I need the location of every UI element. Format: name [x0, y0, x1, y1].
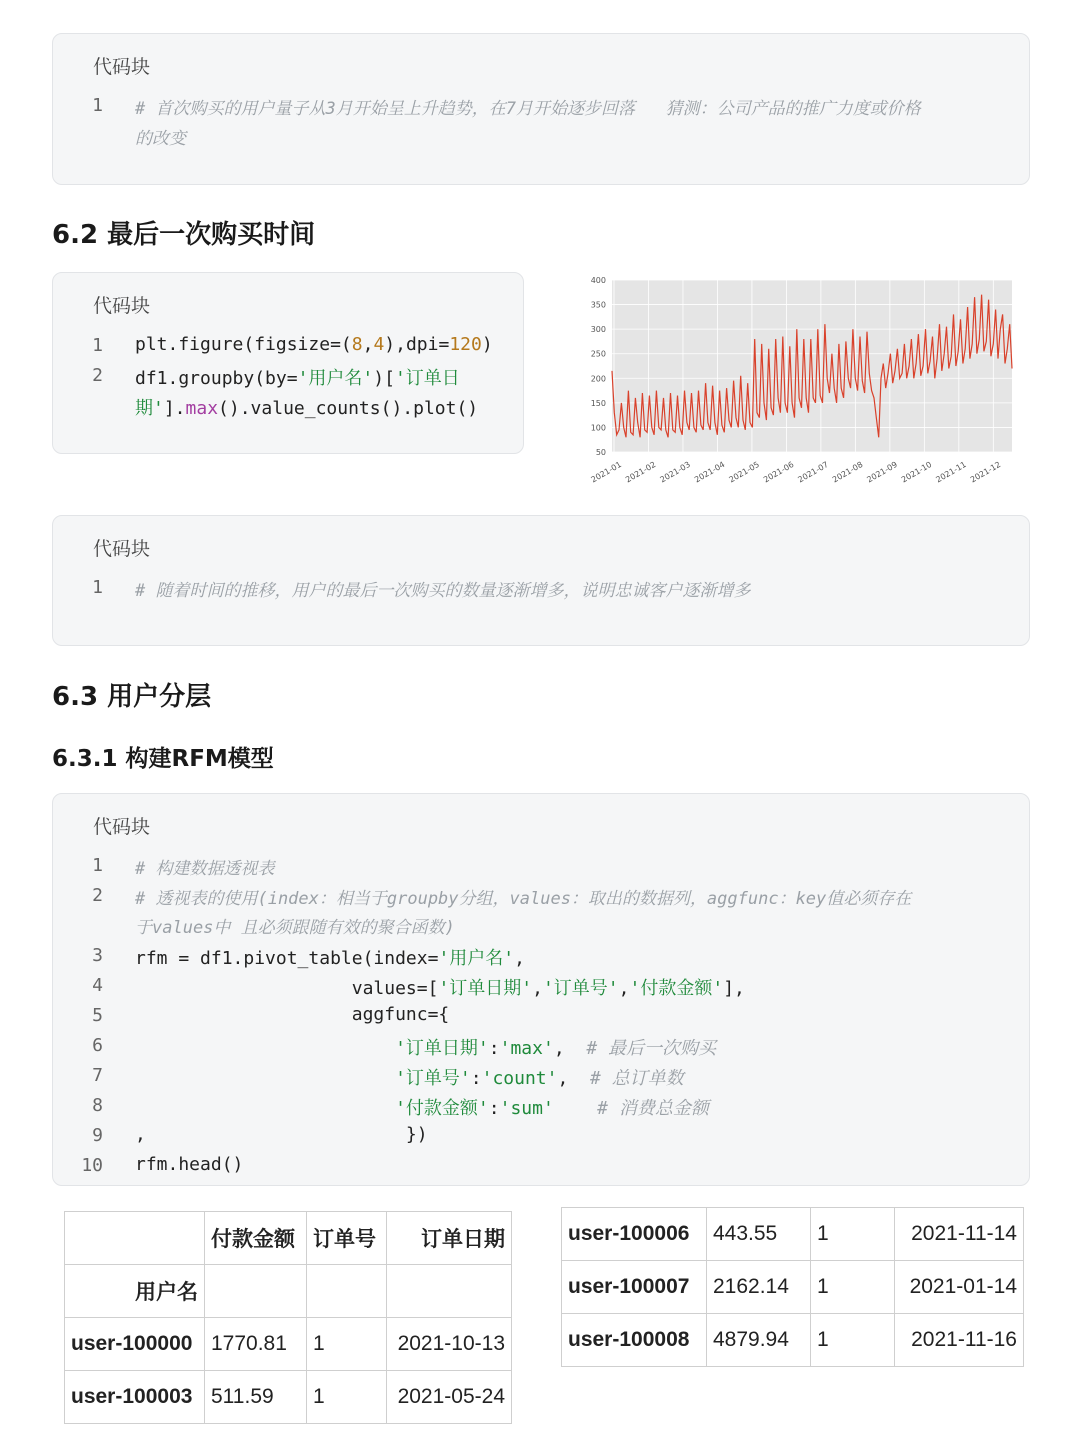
code-line-8: '付款金额':'sum' # 消费总金额: [395, 1098, 709, 1119]
y-tick-label: 400: [590, 276, 606, 285]
amount-cell: 511.59: [205, 1371, 307, 1424]
code-comment-continued: 的改变: [135, 129, 186, 149]
x-tick-label: 2021-11: [934, 459, 968, 485]
amount-cell: 443.55: [707, 1208, 811, 1261]
empty-cell: [205, 1265, 307, 1318]
x-tick-label: 2021-05: [727, 459, 761, 485]
line-number: 8: [92, 1095, 103, 1116]
date-cell: 2021-05-24: [387, 1371, 512, 1424]
y-tick-label: 250: [590, 349, 606, 359]
line-number: 7: [92, 1065, 103, 1086]
code-block-label: 代码块: [93, 538, 151, 560]
line-number: 10: [81, 1155, 103, 1176]
x-tick-label: 2021-01: [589, 459, 623, 485]
x-tick-label: 2021-07: [796, 459, 830, 485]
code-line-7: '订单号':'count', # 总订单数: [395, 1068, 684, 1089]
order-count-cell: 1: [811, 1208, 895, 1261]
code-line-5: aggfunc={: [135, 1004, 450, 1025]
code-line-6: '订单日期':'max', # 最后一次购买: [395, 1038, 717, 1059]
code-comment: # 首次购买的用户量子从3月开始呈上升趋势，在7月开始逐步回落 猜测：公司产品的推广力度或价格: [135, 99, 921, 119]
x-tick-label: 2021-08: [830, 459, 865, 485]
amount-cell: 2162.14: [707, 1261, 811, 1314]
rfm-table-left: [64, 1211, 512, 1424]
header-cell: 付款金额: [205, 1212, 307, 1265]
line-number: 4: [92, 975, 103, 996]
line-number: 3: [92, 945, 103, 966]
order-count-cell: 1: [811, 1261, 895, 1314]
date-cell: 2021-01-14: [895, 1261, 1024, 1314]
order-count-cell: 1: [307, 1371, 387, 1424]
code-comment: # 随着时间的推移，用户的最后一次购买的数量逐渐增多，说明忠诚客户逐渐增多: [135, 581, 751, 601]
code-comment-continued: 于values中 且必须跟随有效的聚合函数): [135, 918, 455, 938]
order-count-cell: 1: [307, 1318, 387, 1371]
code-line-3: rfm = df1.pivot_table(index='用户名',: [135, 948, 525, 969]
y-tick-label: 200: [590, 374, 606, 384]
code-line-2: df1.groupby(by='用户名')['订单日: [135, 368, 460, 389]
code-line-10: rfm.head(): [135, 1154, 244, 1175]
line-number: 1: [92, 335, 103, 356]
section-heading-6-3-1: 6.3.1 构建RFM模型: [52, 746, 274, 772]
section-heading-6-3: 6.3 用户分层: [52, 682, 212, 712]
code-comment: # 透视表的使用(index：相当于groupby分组，values：取出的数据列，aggfunc：key值必须存在: [135, 889, 912, 909]
y-tick-label: 100: [590, 423, 606, 433]
line-number: 1: [92, 95, 103, 116]
x-tick-label: 2021-03: [658, 459, 692, 485]
line-number: 1: [92, 855, 103, 876]
table-row: [562, 1261, 1024, 1314]
line-number: 1: [92, 577, 103, 598]
index-name-row: [65, 1265, 512, 1318]
x-tick-label: 2021-12: [968, 459, 1003, 485]
order-count-cell: 1: [811, 1314, 895, 1367]
table-header-row: [65, 1212, 512, 1265]
table-row: [65, 1318, 512, 1371]
code-line-2-continued: 期'].max().value_counts().plot(): [135, 398, 479, 419]
user-cell: user-100006: [562, 1208, 707, 1261]
x-tick-label: 2021-06: [761, 459, 796, 485]
user-cell: user-100003: [65, 1371, 205, 1424]
user-cell: user-100007: [562, 1261, 707, 1314]
header-cell: 订单日期: [387, 1212, 512, 1265]
y-tick-label: 150: [590, 398, 606, 408]
x-tick-label: 2021-09: [865, 459, 899, 485]
header-cell: 订单号: [307, 1212, 387, 1265]
code-block-label: 代码块: [93, 56, 151, 78]
code-line-4: values=['订单日期','订单号','付款金额'],: [135, 978, 745, 999]
x-tick-label: 2021-10: [899, 459, 934, 485]
y-tick-label: 50: [595, 448, 606, 457]
code-block-3: [52, 515, 1030, 646]
empty-cell: [387, 1265, 512, 1318]
x-tick-label: 2021-02: [624, 459, 658, 485]
section-heading-6-2: 6.2 最后一次购买时间: [52, 220, 316, 250]
code-line-1: plt.figure(figsize=(8,4),dpi=120): [135, 334, 493, 355]
amount-cell: 1770.81: [205, 1318, 307, 1371]
line-chart: [570, 270, 1030, 500]
code-comment: # 构建数据透视表: [135, 859, 275, 879]
code-block-label: 代码块: [93, 816, 151, 838]
table-row: [65, 1371, 512, 1424]
code-block-1: [52, 33, 1030, 185]
header-cell: [65, 1212, 205, 1265]
empty-cell: [307, 1265, 387, 1318]
table-row: [562, 1314, 1024, 1367]
code-block-2: [52, 272, 524, 454]
line-number: 6: [92, 1035, 103, 1056]
rfm-table-right: [561, 1207, 1024, 1367]
user-cell: user-100008: [562, 1314, 707, 1367]
date-cell: 2021-11-14: [895, 1208, 1024, 1261]
date-cell: 2021-10-13: [387, 1318, 512, 1371]
y-tick-label: 350: [590, 300, 606, 310]
amount-cell: 4879.94: [707, 1314, 811, 1367]
line-number: 9: [92, 1125, 103, 1146]
line-number: 5: [92, 1005, 103, 1026]
code-block-label: 代码块: [93, 295, 151, 317]
line-number: 2: [92, 885, 103, 906]
code-line-9: , }): [135, 1124, 428, 1145]
code-block-4: [52, 793, 1030, 1186]
date-cell: 2021-11-16: [895, 1314, 1024, 1367]
index-name-cell: 用户名: [65, 1265, 205, 1318]
user-cell: user-100000: [65, 1318, 205, 1371]
y-tick-label: 300: [590, 325, 606, 335]
line-number: 2: [92, 365, 103, 386]
table-row: [562, 1208, 1024, 1261]
x-tick-label: 2021-04: [692, 459, 727, 485]
